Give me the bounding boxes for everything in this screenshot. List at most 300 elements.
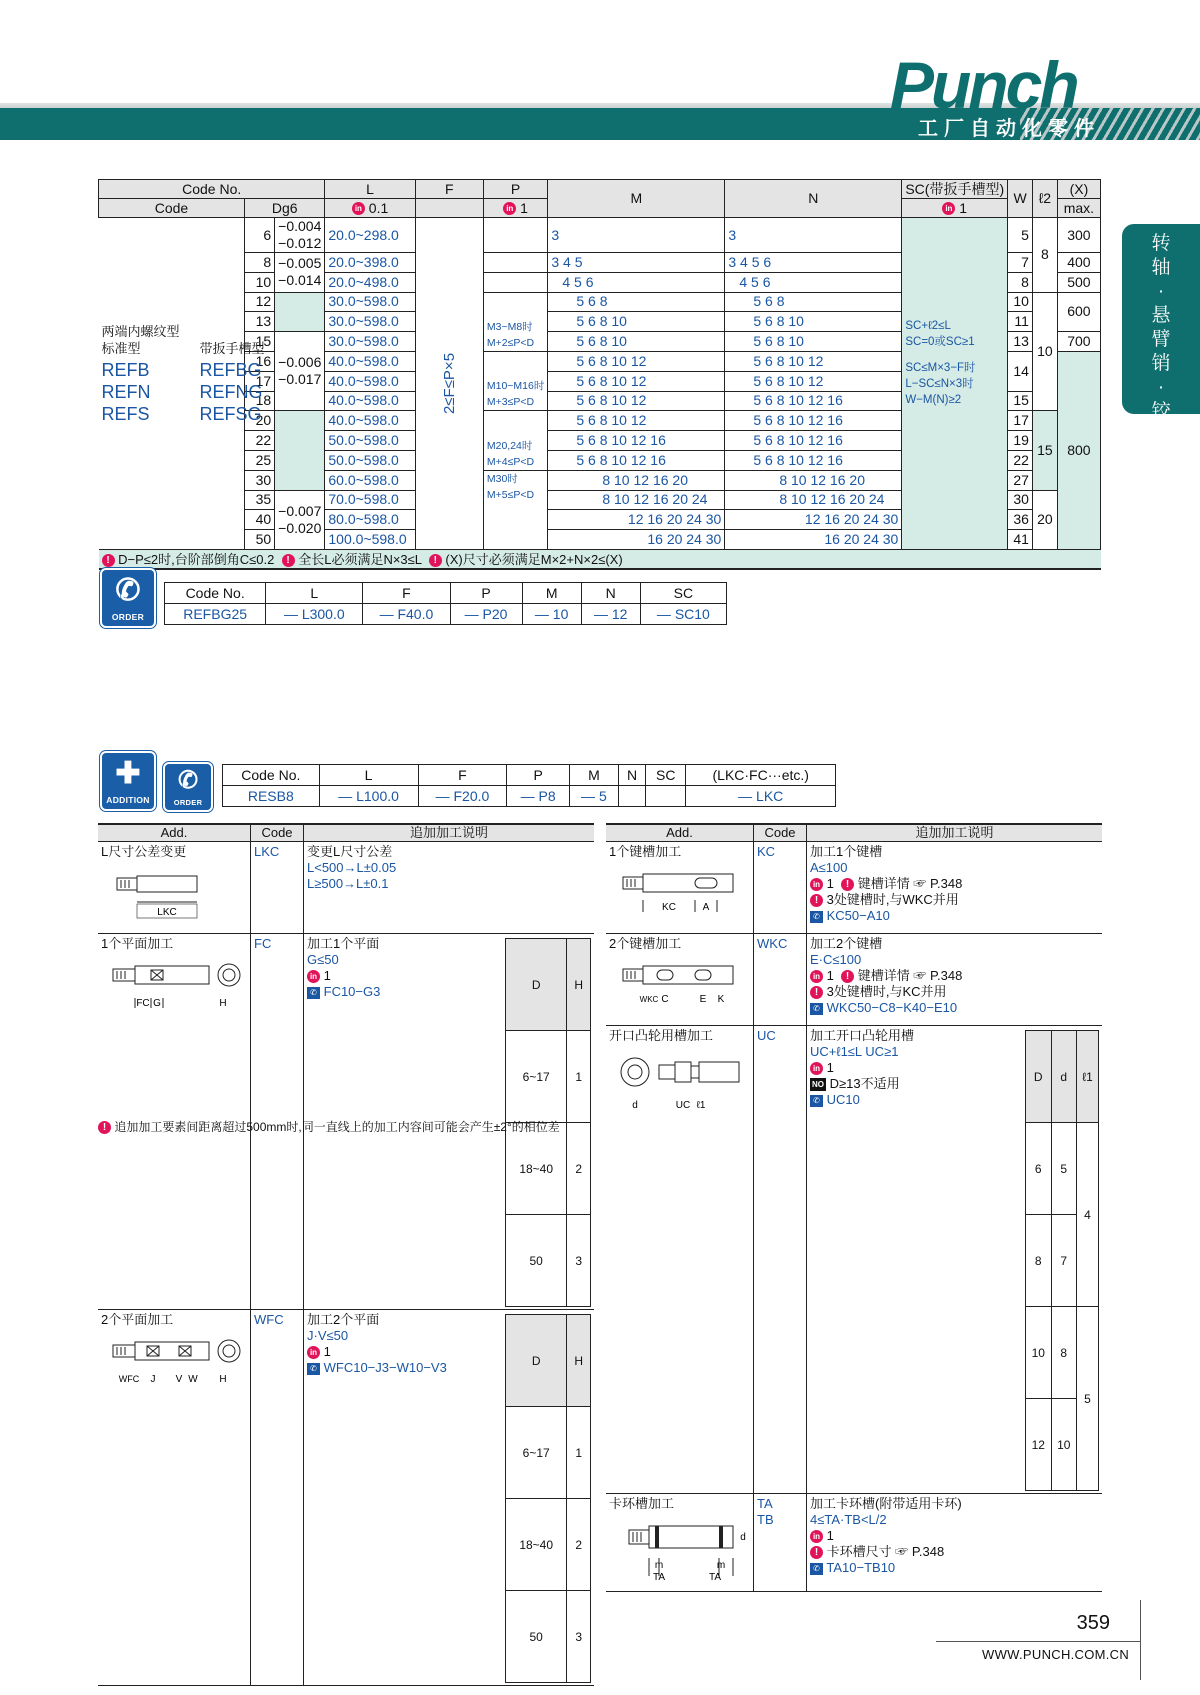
n-cell: 5 6 8 10 12 16 [725, 411, 902, 431]
mini-head: D [506, 1315, 567, 1407]
n-cell: 3 [725, 218, 902, 253]
d-cell: 18 [244, 391, 274, 411]
m-cell: 8 10 12 16 20 24 [548, 490, 725, 510]
drawing-tag: FC [136, 998, 150, 1009]
warning-icon: ! [841, 878, 854, 891]
note: 全长L必须满足N×3≤L [298, 551, 422, 567]
add-order: FC10−G3 [323, 984, 381, 999]
order-label: SC [640, 583, 726, 604]
mini-cell: 4 [1077, 1123, 1099, 1307]
wrench-code: REFSG [199, 404, 262, 425]
m-cell: 16 20 24 30 [548, 530, 725, 550]
add-line: 4≤TA·TB<L/2 [810, 1512, 887, 1527]
order-label: P [507, 765, 569, 786]
warning-icon: ! [282, 554, 295, 567]
hdr-sc-inc [902, 199, 1008, 218]
mini-cell: 50 [506, 1215, 567, 1307]
l-cell: 20.0~398.0 [325, 253, 415, 273]
m-cell: 5 6 8 [548, 292, 725, 312]
p-rule-cond: M20,24时 [486, 439, 533, 452]
std-code: REFN [101, 382, 151, 403]
ta-drawing [615, 1518, 750, 1584]
n-cell: 16 20 24 30 [725, 530, 902, 550]
l2-cell: 15 [1032, 411, 1057, 490]
n-cell: 5 6 8 10 12 [725, 371, 902, 391]
tol-cell [275, 218, 325, 253]
sc-rule: L−SC≤N×3时 [905, 378, 974, 390]
m-cell: 5 6 8 10 12 16 [548, 431, 725, 451]
drawing-tag: m [654, 1560, 664, 1571]
w-cell: 22 [1008, 450, 1033, 470]
mini-cell: 1 [567, 1031, 591, 1123]
w-cell: 27 [1008, 470, 1033, 490]
order-value [646, 786, 686, 807]
add-code: UC [754, 1026, 807, 1494]
drawing-tag: V [175, 1374, 183, 1385]
warning-icon: ! [841, 970, 854, 983]
increment-icon: in [810, 1530, 823, 1543]
l-cell: 20.0~298.0 [325, 218, 415, 253]
n-cell: 5 6 8 10 [725, 332, 902, 352]
drawing-tag: K [717, 994, 725, 1005]
tol-up: −0.004 [278, 218, 322, 234]
warning-icon: ! [810, 986, 823, 999]
l-cell: 30.0~598.0 [325, 332, 415, 352]
add-head: Add. [98, 824, 251, 842]
sc-rules [902, 218, 1008, 550]
add-note-text: 追加加工要素间距离超过500mm时,同一直线上的加工内容间可能会产生±2°的相位差 [114, 1120, 560, 1134]
order-label: L [319, 765, 418, 786]
add-ref-page[interactable]: P.348 [911, 1544, 945, 1559]
n-cell: 4 5 6 [725, 272, 902, 292]
drawing-tag: WFC [118, 1374, 140, 1384]
add-ref: 键槽详情 [857, 876, 910, 891]
order-badge [163, 762, 213, 812]
w-cell: 36 [1008, 510, 1033, 530]
l-cell: 30.0~598.0 [325, 312, 415, 332]
footer-vline [1140, 1600, 1141, 1680]
p-rule: M+3≤P<D [486, 396, 535, 409]
m-cell: 8 10 12 16 20 [548, 470, 725, 490]
mini-cell: 10 [1051, 1399, 1077, 1491]
add-line: A≤100 [810, 860, 848, 875]
wkc-drawing [615, 958, 745, 1018]
l-cell: 40.0~598.0 [325, 371, 415, 391]
increment-icon: in [503, 202, 516, 215]
add-order: WFC10−J3−W10−V3 [323, 1360, 447, 1375]
mini-cell: 10 [1026, 1307, 1052, 1399]
m-cell: 5 6 8 10 12 16 [548, 450, 725, 470]
d-cell: 6 [244, 218, 274, 253]
tol-up: −0.005 [278, 255, 322, 272]
order-value [618, 786, 645, 807]
increment-icon: in [810, 1062, 823, 1075]
add-name-cell [606, 842, 754, 934]
add-desc [807, 934, 1103, 1026]
d-cell: 20 [244, 411, 274, 431]
order-value-text: F20.0 [453, 788, 490, 804]
l-cell: 60.0~598.0 [325, 470, 415, 490]
add-inc: 1 [826, 876, 834, 891]
separator: — [338, 788, 353, 804]
hdr-x-max: max. [1057, 199, 1100, 218]
add-line: L<500→L±0.05 [307, 860, 397, 875]
drawing-tag: E [699, 994, 707, 1005]
x-cell: 700 [1057, 332, 1100, 352]
order-value [581, 604, 640, 625]
d-cell: 25 [244, 450, 274, 470]
hdr-w: W [1008, 180, 1033, 218]
add-head: Code [251, 824, 304, 842]
add-code-line: TA [757, 1496, 773, 1511]
add-name: 1个键槽加工 [609, 844, 682, 859]
order-label: N [581, 583, 640, 604]
fc-drawing [107, 958, 247, 1018]
phone-icon: ✆ [307, 1363, 320, 1375]
increment-icon: in [352, 202, 365, 215]
add-name: L尺寸公差变更 [101, 844, 187, 859]
order-label: Code No. [165, 583, 266, 604]
n-cell: 5 6 8 [725, 292, 902, 312]
add-ref: 键槽详情 [857, 968, 910, 983]
add-row-lkc [98, 842, 594, 934]
x-cell: 300 [1057, 218, 1100, 253]
tol-lo: −0.012 [278, 235, 322, 251]
mini-head: d [1051, 1031, 1077, 1123]
wrench-code: REFNG [199, 382, 263, 403]
order-value-text: LKC [756, 788, 784, 804]
n-cell: 8 10 12 16 20 24 [725, 490, 902, 510]
hdr-f: F [415, 180, 483, 199]
add-desc [304, 842, 595, 934]
w-cell: 8 [1008, 272, 1033, 292]
add-head: 追加加工说明 [304, 824, 595, 842]
p-rule-cell [483, 411, 547, 470]
separator: — [738, 788, 753, 804]
n-cell: 5 6 8 10 12 16 [725, 391, 902, 411]
add-ref-page[interactable]: P.348 [930, 876, 963, 891]
warning-icon: ! [98, 1121, 111, 1134]
phone-icon: ✆ [810, 1563, 823, 1575]
mini-cell: 8 [1051, 1307, 1077, 1399]
l-cell: 100.0~598.0 [325, 530, 415, 550]
order-label: M [522, 583, 581, 604]
type-wrench-label: 带扳手槽型 [199, 341, 265, 357]
hdr-code-no: Code No. [99, 180, 325, 199]
drawing-tag: UC [675, 1100, 691, 1111]
order-label: L [266, 583, 363, 604]
x-cell: 800 [1057, 351, 1100, 549]
order-value-text: 10 [552, 606, 569, 622]
n-cell: 5 6 8 10 [725, 312, 902, 332]
add-code: WKC [754, 934, 807, 1026]
order-value [319, 786, 418, 807]
uc-drawing [615, 1050, 750, 1120]
hdr-x: (X) [1057, 180, 1100, 199]
hdr-l: L [325, 180, 415, 199]
add-row-uc [606, 1026, 1102, 1494]
add-line: L≥500→L±0.1 [307, 876, 389, 891]
mini-cell: 5 [1051, 1123, 1077, 1215]
add-inc: 1 [826, 968, 834, 983]
phone-icon: ✆ [810, 911, 823, 923]
p-rule: M+5≤P<D [486, 488, 535, 501]
hdr-f-blank [415, 199, 483, 218]
add-desc [807, 842, 1103, 934]
increment-icon: in [810, 878, 823, 891]
addition-badge [100, 751, 156, 811]
order-value-text: 5 [598, 788, 607, 804]
add-ref-page[interactable]: P.348 [930, 968, 963, 983]
f-rule-cell [415, 218, 483, 550]
w-cell: 5 [1008, 218, 1033, 253]
p-rule: M+4≤P<D [486, 455, 535, 468]
mini-cell: 6~17 [506, 1031, 567, 1123]
order-value [266, 604, 363, 625]
n-cell: 8 10 12 16 20 [725, 470, 902, 490]
separator: — [520, 788, 535, 804]
add-name-cell [98, 842, 251, 934]
m-cell: 5 6 8 10 12 [548, 391, 725, 411]
order-example-2 [222, 764, 836, 807]
add-title: 加工2个平面 [307, 1312, 380, 1327]
add-row-kc [606, 842, 1102, 934]
m-cell: 12 16 20 24 30 [548, 510, 725, 530]
drawing-tag: A [702, 902, 710, 913]
drawing-tag: C [661, 994, 669, 1005]
x-cell: 400 [1057, 253, 1100, 273]
notes-row [99, 549, 1101, 569]
tol-up: −0.007 [278, 502, 322, 519]
l-cell: 50.0~598.0 [325, 431, 415, 451]
l-cell: 40.0~598.0 [325, 351, 415, 371]
d-cell: 50 [244, 530, 274, 550]
add-inc: 1 [826, 1528, 834, 1543]
add-name-cell [606, 1494, 754, 1592]
order-label: F [363, 583, 450, 604]
order-value [418, 786, 507, 807]
p-blank [483, 272, 547, 292]
wrench-code: REFBG [199, 360, 262, 381]
mini-cell: 2 [567, 1499, 591, 1591]
drawing-tag: KC [662, 902, 676, 913]
p-blank [483, 218, 547, 253]
add-title: 加工1个平面 [307, 936, 380, 951]
order-value [507, 786, 569, 807]
drawing-tag: d [740, 1532, 746, 1543]
order-label: Code No. [223, 765, 320, 786]
add-inc: 1 [323, 1344, 331, 1359]
order-label: F [418, 765, 507, 786]
n-cell: 3 4 5 6 [725, 253, 902, 273]
sc-rule: SC+ℓ2≤L [905, 320, 951, 332]
sc-rule: SC=0或SC≥1 [905, 336, 975, 348]
w-cell: 41 [1008, 530, 1033, 550]
w-cell: 30 [1008, 490, 1033, 510]
w-cell: 13 [1008, 332, 1033, 352]
add-desc [807, 1026, 1103, 1494]
d-cell: 35 [244, 490, 274, 510]
order-value [686, 786, 836, 807]
add-head: Add. [606, 824, 754, 842]
add-name: 2个平面加工 [101, 1312, 174, 1327]
add-title: 加工卡环槽(附带适用卡环) [810, 1496, 962, 1511]
x-cell: 500 [1057, 272, 1100, 292]
phone-icon: ✆ [115, 574, 141, 607]
d-cell: 13 [244, 312, 274, 332]
order-value-text: P8 [538, 788, 556, 804]
drawing-tag: WKC [639, 995, 659, 1004]
order-value-text: F40.0 [397, 606, 434, 622]
l-increment: 0.1 [368, 199, 389, 216]
p-rule-cell [483, 292, 547, 351]
add-order: UC10 [826, 1092, 860, 1107]
order-label: P [450, 583, 522, 604]
m-cell: 5 6 8 10 12 [548, 411, 725, 431]
add-desc [807, 1494, 1103, 1592]
mini-head: D [506, 939, 567, 1031]
order-badge-label: ORDER [173, 798, 203, 807]
logo: Punch [890, 48, 1077, 122]
l2-cell: 20 [1032, 490, 1057, 549]
footer-url[interactable]: WWW.PUNCH.COM.CN [982, 1647, 1130, 1662]
order-value [522, 604, 581, 625]
hdr-sc: SC(带扳手槽型) [902, 180, 1008, 199]
add-title: 加工1个键槽 [810, 844, 883, 859]
lkc-drawing [107, 866, 217, 926]
order-value-text: L300.0 [301, 606, 345, 622]
w-cell: 17 [1008, 411, 1033, 431]
w-cell: 11 [1008, 312, 1033, 332]
p-rule: M+2≤P<D [486, 336, 535, 349]
d-cell: 12 [244, 292, 274, 312]
w-cell: 15 [1008, 391, 1033, 411]
warning-icon: ! [102, 554, 115, 567]
wfc-drawing [107, 1334, 247, 1394]
hdr-n: N [725, 180, 902, 218]
add-warn: 3处键槽时,与WKC并用 [826, 892, 959, 907]
mini-cell: 3 [567, 1591, 591, 1683]
p-increment: 1 [520, 199, 528, 216]
hand-pointer-icon: ☞ [895, 1544, 909, 1559]
add-title: 加工开口凸轮用槽 [810, 1028, 915, 1043]
footer-hline [936, 1641, 1140, 1642]
drawing-tag: TA [708, 1572, 722, 1583]
w-cell: 19 [1008, 431, 1033, 451]
add-line: J·V≤50 [307, 1328, 349, 1343]
m-cell: 5 6 8 10 [548, 312, 725, 332]
plus-icon: ✚ [115, 757, 141, 790]
addition-table-right [606, 823, 1102, 1592]
mini-head: D [1026, 1031, 1052, 1123]
n-cell: 12 16 20 24 30 [725, 510, 902, 530]
hdr-dg6: Dg6 [244, 199, 324, 218]
order-value [569, 786, 618, 807]
m-cell: 5 6 8 10 12 [548, 371, 725, 391]
separator: — [435, 788, 450, 804]
l-cell: 30.0~598.0 [325, 292, 415, 312]
mini-cell: 5 [1077, 1307, 1099, 1491]
add-name-cell [606, 1026, 754, 1494]
d-cell: 16 [244, 351, 274, 371]
order-value-text: SC10 [674, 606, 710, 622]
m-cell: 4 5 6 [548, 272, 725, 292]
mini-cell: 7 [1051, 1215, 1077, 1307]
wrench-codes [200, 359, 263, 425]
add-head: 追加加工说明 [807, 824, 1103, 842]
drawing-tag: J [150, 1374, 156, 1385]
add-note [98, 1118, 560, 1135]
order-value [363, 604, 450, 625]
l2-cell: 10 [1032, 292, 1057, 411]
add-code: FC [251, 934, 304, 1310]
mini-cell: 2 [567, 1123, 591, 1215]
order-value [450, 604, 522, 625]
m-cell: 3 [548, 218, 725, 253]
n-cell: 5 6 8 10 12 [725, 351, 902, 371]
order-example-1 [164, 582, 727, 625]
d-cell: 30 [244, 470, 274, 490]
phone-icon: ✆ [810, 1003, 823, 1015]
side-tab-label: 转轴·悬臂销·铰链销 [1151, 233, 1171, 470]
add-code-line: TB [757, 1512, 774, 1527]
order-label: (LKC·FC···etc.) [686, 765, 836, 786]
w-cell: 10 [1008, 292, 1033, 312]
separator: — [464, 606, 479, 622]
l-cell: 50.0~598.0 [325, 450, 415, 470]
d-cell: 8 [244, 253, 274, 273]
addition-table-left [98, 823, 594, 1686]
order-value: REFBG25 [165, 604, 266, 625]
m-cell: 5 6 8 10 [548, 332, 725, 352]
add-row-wfc [98, 1310, 594, 1686]
std-code: REFS [101, 404, 150, 425]
add-name-cell [606, 934, 754, 1026]
tol-cell [275, 490, 325, 549]
warning-icon: ! [810, 1546, 823, 1559]
add-name: 开口凸轮用槽加工 [609, 1028, 714, 1043]
increment-icon: in [810, 970, 823, 983]
p-rule-cell [483, 351, 547, 410]
no-icon: NO [812, 1080, 824, 1090]
m-cell: 5 6 8 10 12 [548, 351, 725, 371]
hdr-l-inc [325, 199, 415, 218]
side-tab[interactable] [1122, 224, 1200, 470]
tol-cell [275, 332, 325, 411]
drawing-tag: LKC [157, 907, 177, 918]
tol-lo: −0.014 [278, 272, 322, 289]
hdr-p: P [483, 180, 547, 199]
add-line: G≤50 [307, 952, 339, 967]
kc-drawing [615, 866, 745, 926]
add-name-cell [98, 1310, 251, 1686]
std-code: REFB [101, 360, 150, 381]
warning-icon: ! [810, 894, 823, 907]
drawing-tag: ℓ1 [696, 1100, 706, 1111]
std-codes [102, 359, 151, 425]
mini-cell: 6 [1026, 1123, 1052, 1215]
type-std-label: 标准型 [101, 341, 141, 357]
sc-rule: W−M(N)≥2 [905, 394, 962, 406]
sc-increment: 1 [959, 199, 968, 216]
order-badge-label: ORDER [111, 612, 145, 622]
type-line1: 两端内螺纹型 [101, 324, 180, 340]
drawing-tag: W [188, 1374, 198, 1385]
mini-head: H [567, 1315, 591, 1407]
l-cell: 40.0~598.0 [325, 391, 415, 411]
hdr-l2: ℓ2 [1032, 180, 1057, 218]
page-number: 359 [1076, 1612, 1110, 1634]
